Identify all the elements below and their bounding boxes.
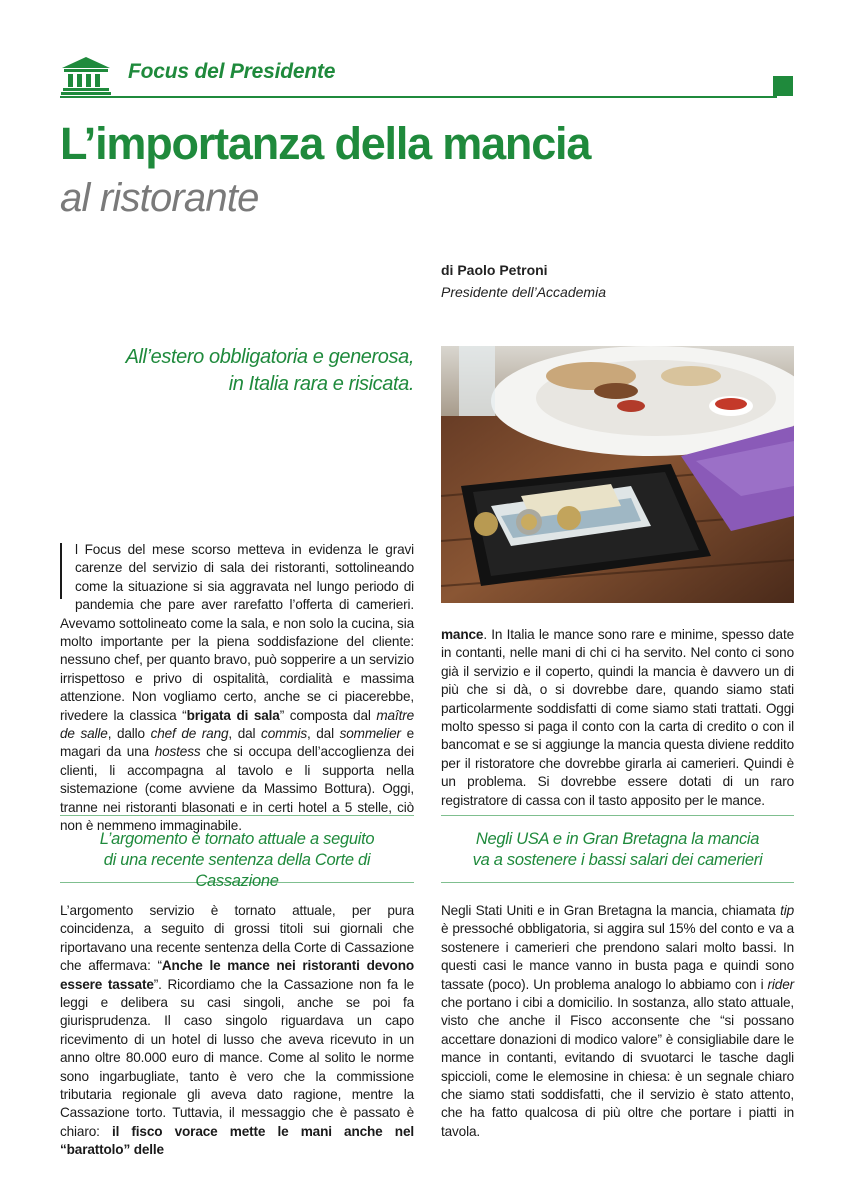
article-subtitle: al ristorante [60, 176, 259, 220]
divider [441, 815, 794, 816]
pull-quote-line-1: All’estero obbligatoria e generosa, [125, 346, 414, 368]
paragraph: mance. In Italia le mance sono rare e minime, spesso date in contanti, nelle mani di chi ci ha servito. Nel conto ci sono già il servizio e il coperto, quindi la mancia è davvero un di più che si dà, o si dovrebbe dare, quando siamo stati particolarmente soddisfatti di come siamo stati trattati. Oggi molto spesso si paga il conto con la carta di credito o con il bancomat e se si aggiunge la mancia questa diviene reddito per il ristoratore che dovrebbe girarla ai camerieri. Quindi è un problema. Si dovrebbe essere dotati di un raro registratore di cassa con il tasto apposito per le mance. [441, 627, 794, 808]
author-name: di Paolo Petroni [441, 262, 548, 278]
paragraph: L’argomento servizio è tornato attuale, per pura coincidenza, a seguito di grossi titoli sui giornali che riportavano una recente sentenza della Corte di Cassazione che affermava: “Anche le mance nei ristoranti devono essere tassate”. Ricordiamo che la Cassazione non fa le leggi e delibera su casi singoli, anche se poi fa giurisprudenza. Il caso singolo riguardava un capo ricevimento di un hotel di lusso che aveva ricevuto in un anno oltre 80.000 euro di mance. Come al solito le norme sono ingarbugliate, tanto è vero che la commissione tributaria regionale gli aveva dato ragione, mentre la Cassazione torto. Tuttavia, il messaggio che è passato è chiaro: il fisco vorace mette le mani anche nel “barattolo” delle [60, 903, 415, 1158]
pull-quote [94, 344, 414, 398]
body-column-right-1 [441, 626, 794, 810]
body-column-left-2 [60, 902, 414, 1160]
divider [441, 882, 794, 883]
section-label: Focus del Presidente [128, 60, 336, 83]
paragraph: l Focus del mese scorso metteva in evidenza le gravi carenze del servizio di sala dei ristoranti, sottolineando come la situazione si sia aggravata nel lungo periodo di pandemia che pare aver rarefatto l’offerta di camerieri. Avevamo sottolineato come la sala, e non solo la cucina, sia molto importante per la piena soddisfazione del cliente: nessuno chef, per quanto bravo, può sopperire a un servizio irrispettoso e privo di ospitalità, cordialità e massima attenzione. Non vogliamo certo, anche se ci piacerebbe, rivedere la classica “brigata di sala” composta dal maître de salle, dallo chef de rang, dal commis, dal sommelier e magari da una hostess che si occupa dell’accoglienza dei clienti, li accompagna al tavolo e li supporta nella sistemazione (come avviene da Massimo Bottura). Oggi, tranne nei ristoranti blasonati e in certi hotel a 5 stelle, ciò non è nemmeno immaginabile. [60, 542, 414, 834]
subhead-right: Negli USA e in Gran Bretagna la mancia va a sostenere i bassi salari dei camerieri [472, 830, 763, 869]
classical-building-icon [60, 55, 112, 95]
subhead-left: L’argomento è tornato attuale a seguito di una recente sentenza della Corte di Cassazione [99, 830, 375, 890]
divider [60, 815, 414, 816]
author-role: Presidente dell’Accademia [441, 284, 606, 300]
body-column-right-2 [441, 902, 794, 1141]
restaurant-tip-tray-photo [441, 346, 794, 603]
article-title: L’importanza della mancia [60, 118, 591, 169]
header-square [773, 76, 793, 96]
header-rule [60, 96, 777, 98]
pull-quote-line-2: in Italia rara e risicata. [228, 373, 414, 395]
drop-cap [60, 543, 70, 599]
body-column-left-1 [60, 541, 414, 836]
paragraph: Negli Stati Uniti e in Gran Bretagna la mancia, chiamata tip è pressoché obbligatoria, si aggira sul 15% del conto e va a sostenere i camerieri che prendono salari molto bassi. In questi casi le mance vanno in busta paga e quindi sono tassate (poco). Un problema analogo lo abbiamo con i rider che portano i cibi a domicilio. In sostanza, allo stato attuale, visto che anche il Fisco acconsente che “si possano accettare donazioni di modico valore” è consigliabile dare le mance in contanti, evitando di svuotarci le tasche dagli spiccioli, come le elemosine in chiesa: è un segnale chiaro che siamo stati soddisfatti, che il servizio è stato attento, che ha fatto qualcosa di più oltre che portare i piatti in tavola. [441, 903, 794, 1139]
